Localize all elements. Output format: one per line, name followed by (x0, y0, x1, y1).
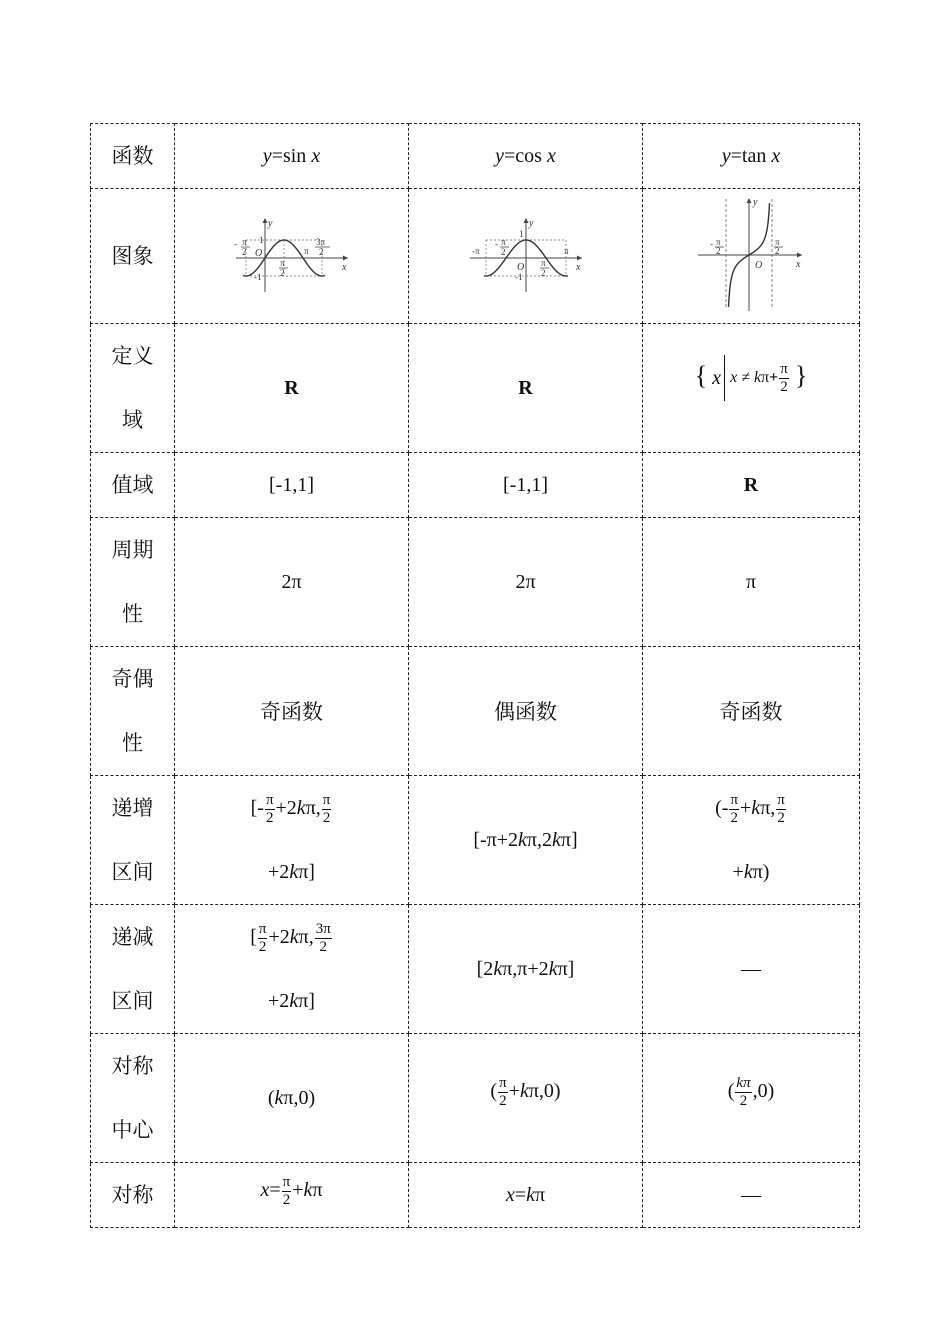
sin-label-neg-two: 2 (241, 246, 246, 257)
tan-axis: — (643, 1163, 860, 1228)
tan-increasing-line2: +kπ) (732, 861, 770, 883)
cos-label-neg-sign: - (494, 238, 498, 249)
tan-label-neg-two: 2 (716, 245, 721, 256)
cos-label-neg-two: 2 (500, 246, 505, 257)
tan-label-neg-sign: - (710, 238, 713, 249)
tan-domain (643, 324, 860, 453)
row-symmetry-center (91, 1034, 860, 1163)
sin-label-pi-half: π (279, 257, 285, 268)
tan-label-y: y (753, 196, 758, 208)
row-function (91, 124, 860, 189)
sin-decreasing-line1: [ $\frac{\pi}{2}$ +2kπ, $\frac{3\pi}{2}$ (250, 920, 331, 955)
sin-label-neg-one: -1 (253, 271, 261, 282)
sin-increasing (175, 776, 409, 905)
tan-label-neg-pi-half: π (716, 236, 721, 247)
row-domain (91, 324, 860, 453)
domain-fraction: $\frac{\pi}{2}$ (780, 360, 788, 395)
header-graph: 图象 (91, 189, 175, 324)
tan-increasing-line1: (- $\frac{\pi}{2}$ +kπ, $\frac{\pi}{2}$ (715, 791, 785, 826)
sin-graph-cell (175, 189, 409, 324)
header-period: 周期 性 (91, 518, 175, 647)
sin-domain: R (175, 324, 409, 453)
cos-graph (466, 214, 586, 294)
sin-label-two: 2 (279, 267, 284, 278)
row-increasing (91, 776, 860, 905)
header-function: 函数 (91, 124, 175, 189)
tan-decreasing: — (643, 905, 860, 1034)
tan-inc-frac-2: $\frac{\pi}{2}$ (777, 791, 785, 826)
row-symmetry-axis (91, 1163, 860, 1228)
cos-label-two: 2 (540, 267, 545, 278)
tan-center-frac: $\frac{k\pi}{2}$ (736, 1074, 751, 1109)
sin-period: 2π (175, 518, 409, 647)
header-symmetry-axis: 对称 (91, 1163, 175, 1228)
cos-label-neg-pi: -π (471, 245, 480, 256)
tan-label-two: 2 (775, 245, 780, 256)
cos-label-one: 1 (518, 228, 523, 239)
sin-axis (175, 1163, 409, 1228)
dec-frac-1: $\frac{\pi}{2}$ (258, 920, 267, 955)
cos-label-y: y (528, 217, 533, 229)
sin-label-neg-pi: π (241, 236, 247, 247)
header-domain: 定义 域 (91, 324, 175, 453)
inc-frac-1: $\frac{\pi}{2}$ (265, 791, 274, 826)
set-condition: x ≠ kπ+ $\frac{\pi}{2}$ (730, 360, 788, 395)
trig-function-table (90, 123, 860, 1228)
sin-x-arrow (343, 255, 348, 260)
cos-domain: R (409, 324, 643, 453)
sin-label-y: y (267, 217, 272, 229)
sin-label-three-pi: 3π (315, 236, 325, 247)
cos-period: 2π (409, 518, 643, 647)
set-close-brace: } (794, 361, 808, 390)
header-decreasing: 递减 区间 (91, 905, 175, 1034)
tan-x-arrow (797, 252, 802, 257)
sin-label-pi: π (303, 245, 309, 256)
cos-range: [-1,1] (409, 453, 643, 518)
sin-decreasing (175, 905, 409, 1034)
tan-graph (696, 195, 806, 313)
sin-label-o: O (254, 247, 262, 259)
header-symmetry-center: 对称 中心 (91, 1034, 175, 1163)
sin-y-arrow (262, 218, 267, 223)
sin-decreasing-line2: +2kπ] (268, 990, 315, 1012)
cos-name: y=cos x (409, 124, 643, 189)
cos-center-frac: $\frac{\pi}{2}$ (499, 1074, 507, 1109)
tan-increasing (643, 776, 860, 905)
cos-parity: 偶函数 (409, 647, 643, 776)
inc-frac-2: $\frac{\pi}{2}$ (322, 791, 331, 826)
cos-label-pi-half: π (540, 257, 546, 268)
header-range: 值域 (91, 453, 175, 518)
sin-increasing-line2: +2kπ] (268, 861, 315, 883)
tan-label-x: x (796, 258, 801, 270)
cos-decreasing: [2kπ,π+2kπ] (409, 905, 643, 1034)
sin-label-x: x (341, 261, 346, 273)
cos-increasing: [-π+2kπ,2kπ] (409, 776, 643, 905)
header-parity: 奇偶 性 (91, 647, 175, 776)
cos-center (409, 1034, 643, 1163)
sin-label-one: 1 (258, 234, 263, 245)
cos-label-x: x (575, 261, 580, 273)
tan-graph-cell (643, 189, 860, 324)
cos-graph-cell (409, 189, 643, 324)
sin-center: (kπ,0) (175, 1034, 409, 1163)
cos-label-neg-pi-half: π (500, 236, 506, 247)
set-open-brace: { (694, 361, 708, 390)
sin-increasing-line1: [- $\frac{\pi}{2}$ +2kπ, $\frac{\pi}{2}$ (250, 791, 331, 826)
cos-label-o: O (516, 261, 524, 273)
header-increasing: 递增 区间 (91, 776, 175, 905)
row-period (91, 518, 860, 647)
tan-label-o: O (755, 259, 763, 271)
dec-frac-2: $\frac{3\pi}{2}$ (315, 920, 331, 955)
sin-graph (232, 214, 352, 294)
cos-x-arrow (577, 255, 582, 260)
row-graph (91, 189, 860, 324)
sin-range: [-1,1] (175, 453, 409, 518)
tan-y-arrow (747, 198, 752, 203)
tan-inc-frac-1: $\frac{\pi}{2}$ (730, 791, 739, 826)
row-decreasing (91, 905, 860, 1034)
sin-axis-frac: $\frac{\pi}{2}$ (282, 1173, 291, 1208)
tan-center-expr: ( $\frac{k\pi}{2}$ ,0) (727, 1074, 775, 1109)
tan-name: y=tan x (643, 124, 860, 189)
tan-period: π (643, 518, 860, 647)
cos-label-neg-one: -1 (514, 271, 522, 282)
tan-label-pi-half: π (775, 236, 780, 247)
sin-name: y=sin x (175, 124, 409, 189)
cos-center-expr: ( $\frac{\pi}{2}$ +kπ,0) (490, 1074, 561, 1109)
cos-y-arrow (523, 218, 528, 223)
sin-parity: 奇函数 (175, 647, 409, 776)
set-element: x (712, 355, 725, 401)
cos-label-pi: π (563, 245, 569, 256)
cos-axis: x=kπ (409, 1163, 643, 1228)
row-range (91, 453, 860, 518)
row-parity (91, 647, 860, 776)
sin-axis-expr: x= $\frac{\pi}{2}$ +kπ (260, 1173, 323, 1208)
tan-parity: 奇函数 (643, 647, 860, 776)
sin-label-neg-sign: - (233, 238, 237, 249)
tan-center (643, 1034, 860, 1163)
tan-range: R (643, 453, 860, 518)
sin-label-three-pi-den: 2 (318, 246, 323, 257)
